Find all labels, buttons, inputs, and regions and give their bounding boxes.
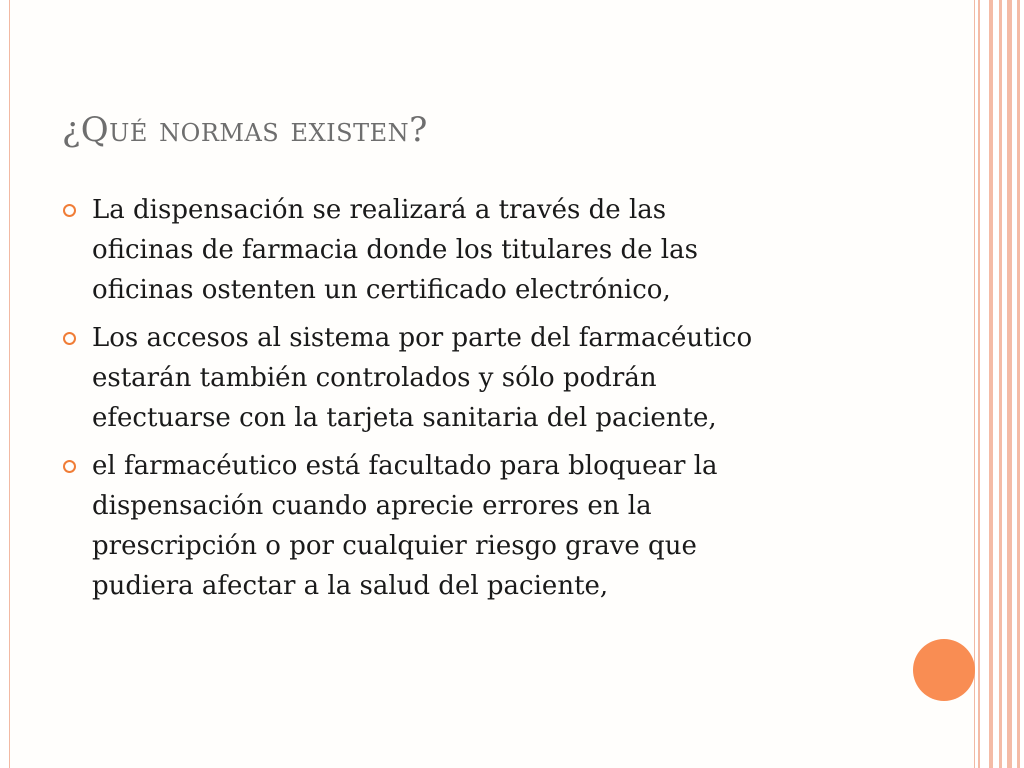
bullet-text-line: La dispensación se realizará a través de las (92, 195, 667, 225)
bullet-item (62, 446, 912, 606)
bullet-text-line: pudiera afectar a la salud del paciente, (92, 571, 609, 601)
bullet-item (62, 318, 912, 438)
decorative-circle (913, 639, 975, 701)
decorative-stripes (976, 0, 1024, 768)
bullet-circle-icon (63, 332, 76, 345)
bullet-circle-icon (63, 460, 76, 473)
bullet-text-line: oficinas de farmacia donde los titulares de las (92, 235, 698, 265)
bullet-text-line: estarán también controlados y sólo podrán (92, 363, 657, 393)
stripe (978, 0, 980, 768)
bullet-text-line: prescripción o por cualquier riesgo grave que (92, 531, 697, 561)
bullet-list (62, 190, 912, 614)
bullet-text-line: efectuarse con la tarjeta sanitaria del paciente, (92, 403, 717, 433)
stripe (1017, 0, 1020, 768)
stripe (989, 0, 993, 768)
stripe (999, 0, 1002, 768)
bullet-text-line: Los accesos al sistema por parte del farmacéutico (92, 323, 753, 353)
bullet-text-line: oficinas ostenten un certificado electrónico, (92, 275, 671, 305)
bullet-item (62, 190, 912, 310)
slide-title: ¿Qué normas existen? (62, 110, 428, 150)
stripe (1007, 0, 1012, 768)
bullet-text-line: el farmacéutico está facultado para bloquear la (92, 451, 718, 481)
bullet-text-line: dispensación cuando aprecie errores en la (92, 491, 652, 521)
bullet-circle-icon (63, 204, 76, 217)
